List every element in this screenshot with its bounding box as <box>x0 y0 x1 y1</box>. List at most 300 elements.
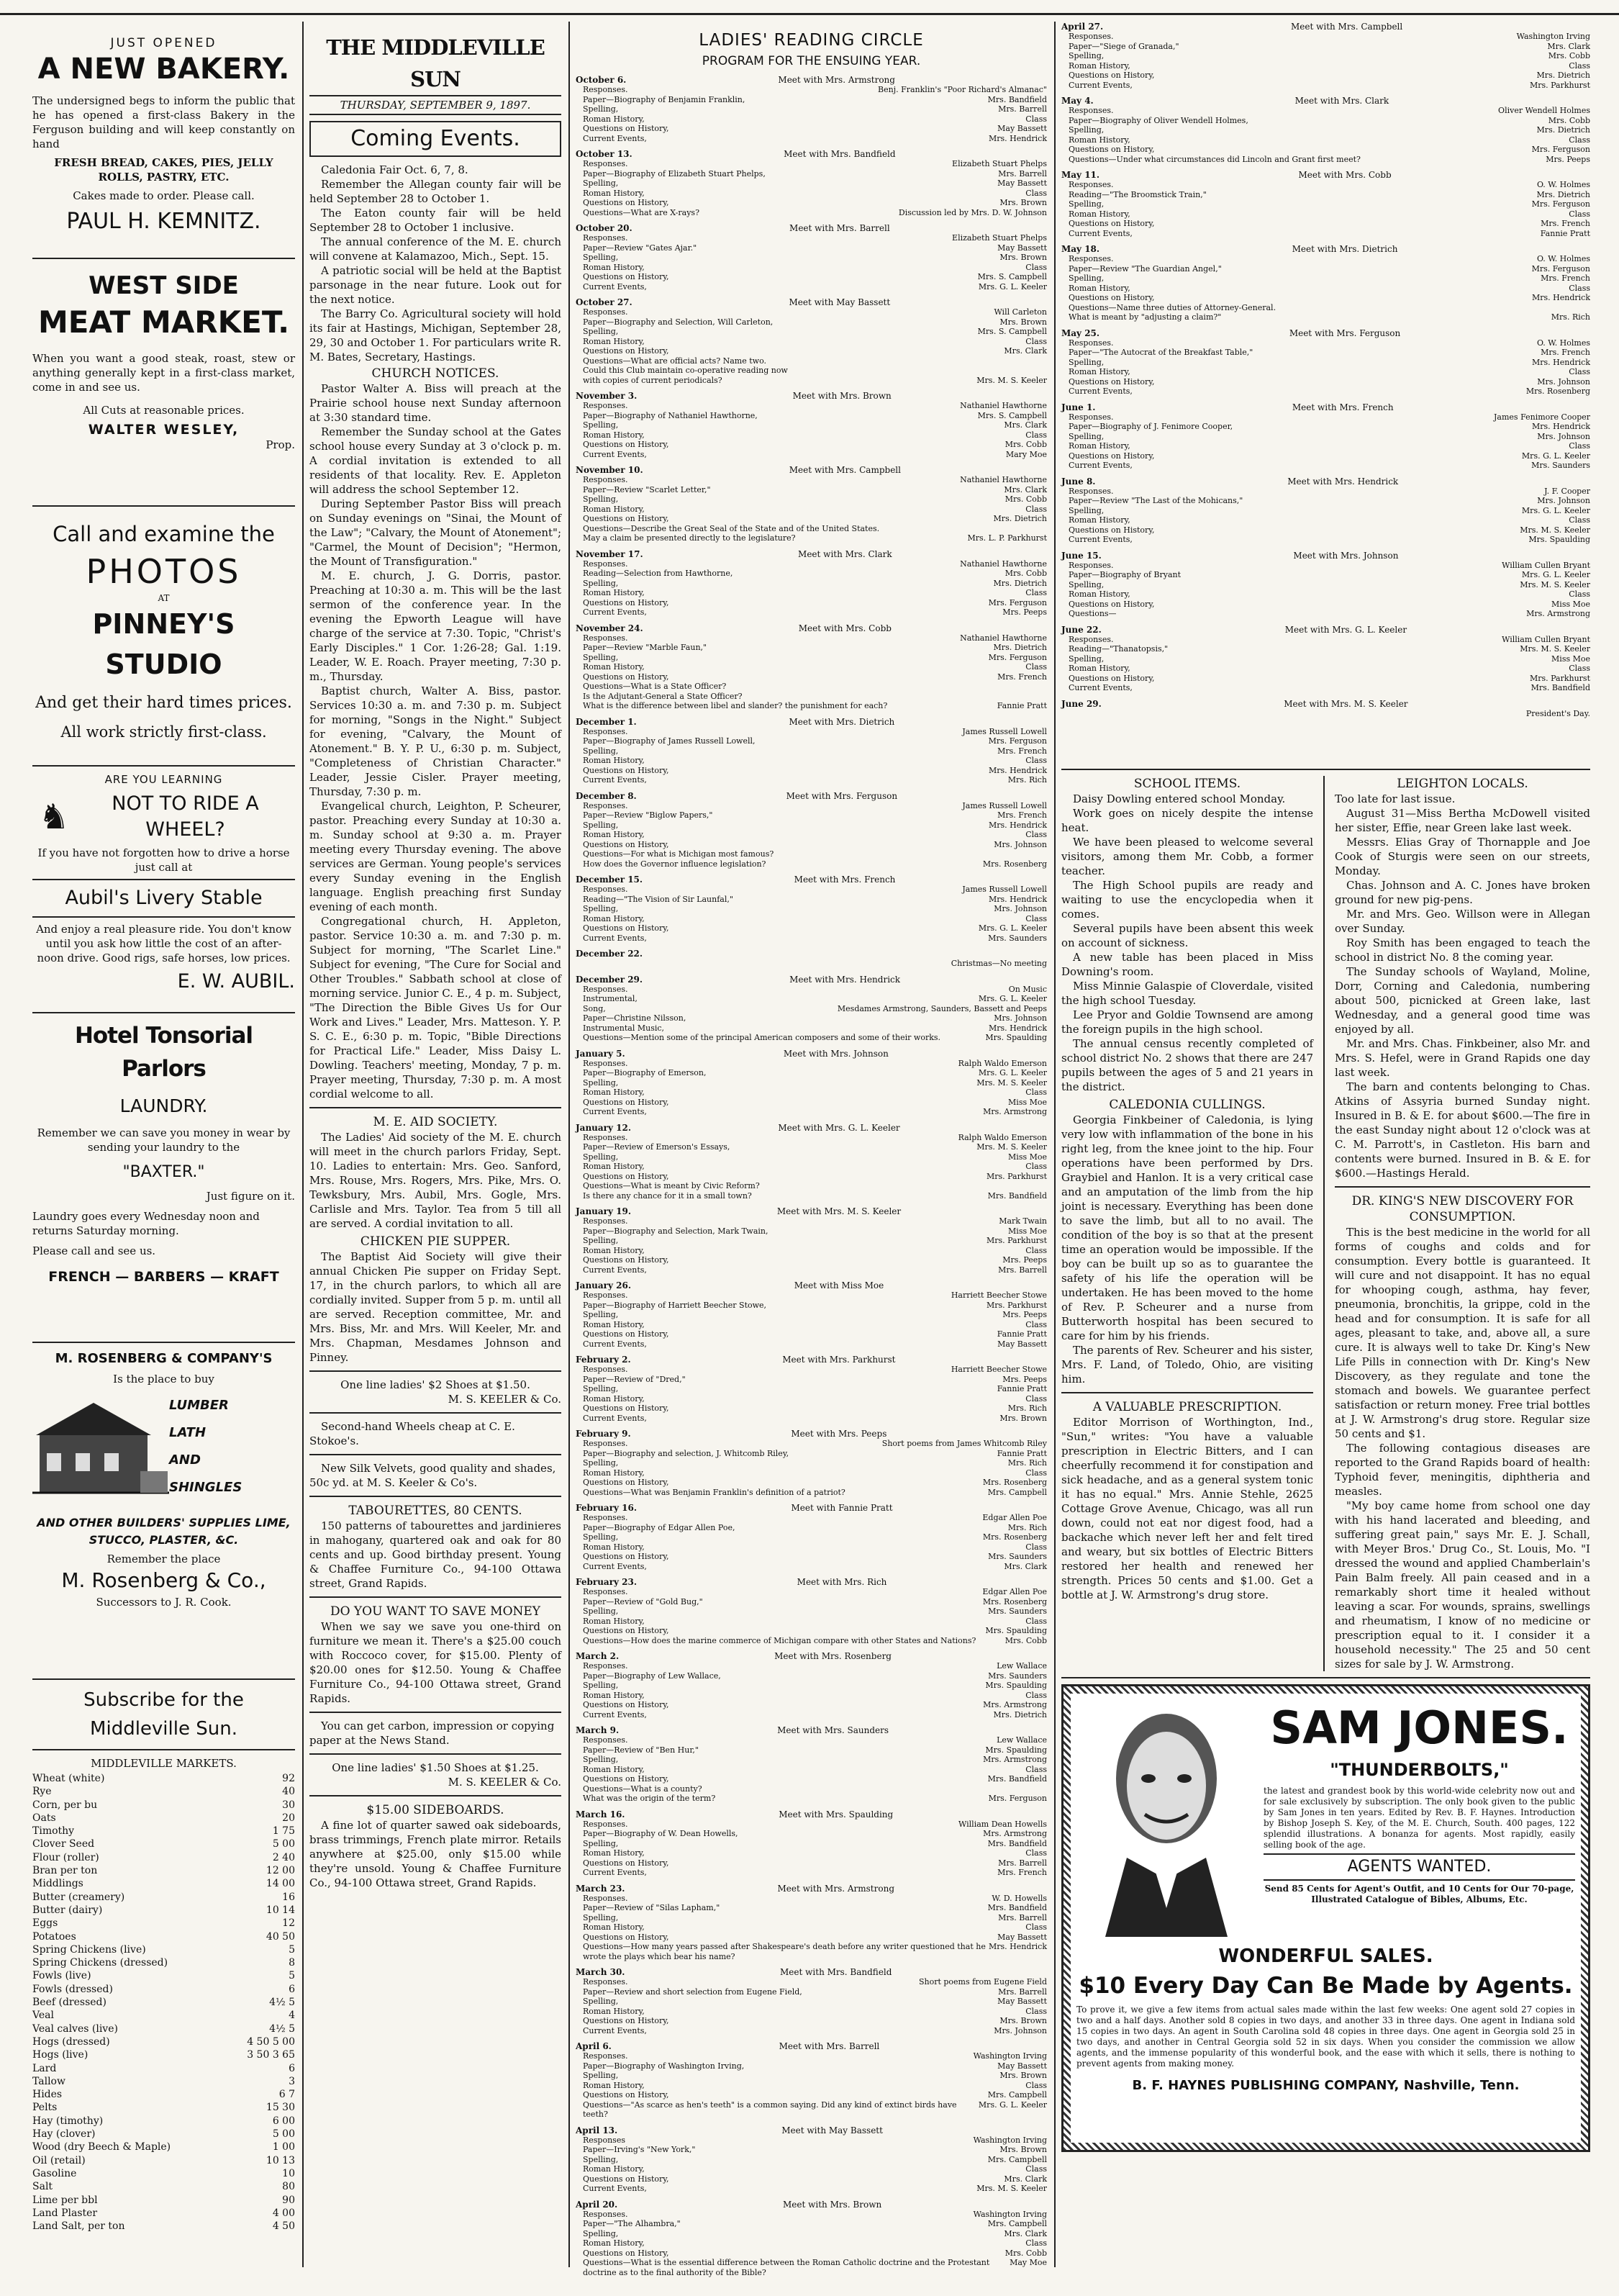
market-row <box>32 2048 295 2061</box>
meeting-header <box>576 1123 1047 1133</box>
program-item <box>576 633 1047 643</box>
program-item <box>576 95 1047 105</box>
meeting-host: Meet with Mrs. Bandfield <box>780 1967 892 1977</box>
program-item-label: Questions on History, <box>583 1932 669 1942</box>
tonsorial-title: Hotel Tonsorial Parlors <box>74 1023 253 1082</box>
program-item <box>576 766 1047 776</box>
program-item-label: Roman History, <box>583 1542 645 1552</box>
program-item-person: Class <box>1569 441 1590 451</box>
laundry-call: Please call and see us. <box>32 1244 156 1257</box>
program-item-person: Mrs. Parkhurst <box>986 1171 1047 1181</box>
program-item-label: Spelling, <box>1069 199 1105 209</box>
program-item-label: Questions—What is the essential difference between the Roman Catholic doctrine and the Protestant doctrine as to the final authority of the Bible? <box>583 2258 990 2277</box>
meeting-header <box>576 949 1047 959</box>
meeting-header <box>576 297 1047 307</box>
program-item-label: Responses. <box>583 984 628 994</box>
program-item-person: Benj. Franklin's "Poor Richard's Almanac" <box>878 85 1047 94</box>
program-item-label: Responses. <box>583 1291 628 1300</box>
meeting-date: April 20. <box>576 2199 618 2210</box>
market-item: Lard <box>32 2062 57 2074</box>
program-item-person: Edgar Allen Poe <box>982 1513 1047 1522</box>
program-item-label: Responses. <box>583 1735 628 1745</box>
program-item-person: J. F. Cooper <box>1544 486 1590 496</box>
news-paragraph: Remember the Allegan county fair will be held September 28 to October 1. <box>309 178 561 205</box>
program-item-label: Spelling, <box>583 420 619 430</box>
meeting-header <box>576 874 1047 885</box>
meeting-date: February 2. <box>576 1355 631 1365</box>
program-item <box>1061 274 1590 284</box>
program-item <box>576 1449 1047 1459</box>
program-item-person: Mrs. M. S. Keeler <box>976 1142 1047 1152</box>
program-item-label: Roman History, <box>583 1922 645 1932</box>
program-item-person: Class <box>1025 336 1047 346</box>
program-item <box>576 1301 1047 1311</box>
market-item: Veal <box>32 2010 54 2022</box>
program-item <box>576 2135 1047 2146</box>
program-item <box>576 746 1047 756</box>
program-item-person: Mrs. Parkhurst <box>986 1300 1047 1310</box>
program-item-label: Spelling, <box>1069 505 1105 515</box>
program-item <box>576 1532 1047 1542</box>
meat-body: When you want a good steak, roast, stew or anything generally kept in a first-class market, come in and see us. <box>32 352 295 394</box>
program-item-label: Questions—"As scarce as hen's teeth" is a common saying. Did any kind of extinct birds have teeth? <box>583 2100 957 2119</box>
program-item-person: Mrs. Clark <box>1547 41 1590 51</box>
meeting-date: March 23. <box>576 1883 625 1894</box>
program-item <box>576 2184 1047 2194</box>
market-price: 92 <box>282 1773 295 1784</box>
meeting-date: January 12. <box>576 1122 632 1133</box>
program-item <box>1061 589 1590 600</box>
program-item-person: Mrs. Campbell <box>987 2090 1047 2100</box>
pinneys-studio: PINNEY'S STUDIO <box>92 608 235 680</box>
program-item-person: James Russell Lowell <box>962 885 1047 894</box>
program-item-person: Short poems from James Whitcomb Riley <box>881 1439 1047 1448</box>
laundry-body: Remember we can save you money in wear by sending your laundry to the <box>37 1126 291 1154</box>
market-row <box>32 1956 295 1969</box>
program-item <box>1061 580 1590 590</box>
program-item-person: Class <box>1025 1764 1047 1774</box>
program-item <box>576 253 1047 263</box>
program-meeting <box>576 2041 1047 2120</box>
school-item: Several pupils have been absent this week on account of sickness. <box>1061 922 1314 949</box>
program-item-label: Paper—Irving's "New York," <box>583 2145 696 2154</box>
program-item <box>1061 600 1590 610</box>
program-item-label: Paper—Review "Marble Faun," <box>583 643 707 652</box>
program-item <box>576 701 1047 711</box>
program-item <box>576 1977 1047 1987</box>
program-item-label: Roman History, <box>583 913 645 923</box>
program-item-label: Questions on History, <box>1069 293 1155 302</box>
program-item-label: Roman History, <box>583 588 645 597</box>
market-price: 40 50 <box>266 1930 295 1943</box>
program-item-label: Questions on History, <box>583 514 669 523</box>
program-item-label: Responses. <box>1069 338 1114 348</box>
market-price: 4 50 <box>272 2220 295 2233</box>
program-item-person: Mrs. Armstrong <box>983 1700 1047 1709</box>
program-item-label: Responses. <box>1069 32 1114 41</box>
program-item <box>576 598 1047 608</box>
sales-proof: To prove it, we give a few items from actual sales made within the last few weeks: One agent sold 27 copies in two and a half days. Another sold 8 copies in two days, and another 33 in three days. One agent in Indiana sold 15 copies in two days. An agent in South Carolina sold 48 copies in three days. One agent in Georgia sold 25 in two days, and another in Central Georgia sold 52 in six days. When you consider the commission we allow agents, and the immense popularity of this wonderful book, and the ease with which it sells, there is nothing to prevent agents from making money. <box>1076 2005 1575 2069</box>
program-item-person: Mrs. Hendrick <box>1532 293 1590 302</box>
program-item-label: Current Events, <box>1069 80 1133 90</box>
program-item-label: Paper—Review and short selection from Eugene Field, <box>583 1987 802 1997</box>
program-item-label: Questions—What is a county? <box>583 1784 702 1794</box>
meeting-date: February 16. <box>576 1503 638 1513</box>
meeting-date: March 2. <box>576 1651 620 1661</box>
meeting-host: Meet with Mrs. M. S. Keeler <box>1284 698 1408 709</box>
program-item-label: Spelling, <box>583 2071 619 2080</box>
program-item-person: Mrs. Parkhurst <box>1529 673 1590 683</box>
program-item <box>576 1755 1047 1765</box>
program-item-label: Roman History, <box>1069 283 1130 293</box>
meeting-header <box>576 465 1047 475</box>
meeting-host: Meet with May Bassett <box>781 2125 883 2135</box>
program-item-label: Is the Adjutant-General a State Officer? <box>583 691 743 701</box>
market-item: Hay (timothy) <box>32 2115 104 2127</box>
program-item-label: Paper—Review "Scarlet Letter," <box>583 484 711 494</box>
market-price: 5 <box>289 1943 295 1956</box>
market-item: Pelts <box>32 2102 58 2114</box>
aid-society-body: The Ladies' Aid society of the M. E. church will meet in the church parlors Friday, Sept. 10. Ladies to entertain: Mrs. Geo. Sanford, Mrs. Rouse, Mrs. Rogers, Mrs. Pike, Mrs. O. Tewksbury, Mrs. Aubil, Mrs. Gogle, Mrs. Carlisle and Mrs. Taylor. Tea from 5 till all are served. A cordial invitation to all. <box>309 1131 561 1230</box>
program-item <box>1061 654 1590 664</box>
leighton-head: LEIGHTON LOCALS. <box>1397 777 1528 791</box>
program-item <box>576 775 1047 785</box>
program-item-label: Responses. <box>1069 560 1114 570</box>
program-item-person: Mrs. French <box>1541 348 1590 357</box>
program-item <box>1061 145 1590 155</box>
program-item <box>576 178 1047 189</box>
meeting-date: April 27. <box>1061 22 1104 32</box>
program-item-label: Responses. <box>583 1977 628 1987</box>
masthead: THE MIDDLEVILLE SUN <box>326 35 545 91</box>
program-item-label: May a claim be presented directly to the legislature? <box>583 533 796 543</box>
meeting-date: June 8. <box>1061 476 1096 487</box>
program-item-label: Responses. <box>583 1893 628 1903</box>
market-price: 4 50 5 00 <box>247 2035 295 2048</box>
program-item-label: Responses. <box>583 1661 628 1671</box>
program-item-label: Roman History, <box>583 2238 645 2248</box>
market-price: 4 00 <box>272 2207 295 2219</box>
program-item-person: May Bassett <box>997 1339 1047 1349</box>
meeting-host: Meet with Mrs. Campbell <box>789 465 901 475</box>
program-item <box>576 401 1047 411</box>
program-item-person: Mrs. Dietrich <box>993 643 1047 652</box>
program-item-person: Mrs. Saunders <box>988 933 1047 943</box>
program-item-person: Washington Irving <box>973 2209 1047 2219</box>
bakery-body: The undersigned begs to inform the public that he has opened a first-class Bakery in the Ferguson building and will keep constantly on hand <box>32 94 295 150</box>
program-item-label: Current Events, <box>583 1561 647 1571</box>
program-item-label: Current Events, <box>583 281 647 291</box>
program-item-person: James Russell Lowell <box>962 726 1047 736</box>
market-item: Beef (dressed) <box>32 1997 106 2009</box>
program-item <box>576 1681 1047 1691</box>
program-item-person: Mrs. M. S. Keeler <box>976 1077 1047 1088</box>
program-item <box>576 1636 1047 1646</box>
program-item-label: Roman History, <box>583 1162 645 1171</box>
meeting-host: Meet with Mrs. Bandfield <box>784 149 896 159</box>
meeting-host: Meet with Mrs. M. S. Keeler <box>776 1206 902 1216</box>
program-item-person: Mrs. Parkhurst <box>986 1236 1047 1245</box>
program-item <box>576 1784 1047 1794</box>
photos-line-1: Call and examine the <box>53 522 275 546</box>
rosenberg-remember: Remember the place <box>106 1552 221 1565</box>
kings-paragraph: This is the best medicine in the world for all forms of coughs and colds and for consumption. Every bottle is guaranteed. It will cure and not disappoint. It has no equal for whooping cough, asthma, hay fever, pneumonia, bronchitis, la grippe, cold in the head and for consumption. It is safe for all ages, pleasant to take, and, above all, a sure cure. It is always well to take Dr. King's New Life Pills in connection with Dr. King's New Discovery, as they regulate and tone the stomach and bowels. We guarantee perfect satisfaction or return money. Free trial bottles at J. W. Armstrong's drug store. Regular size 50 cents and $1. <box>1335 1226 1590 1440</box>
program-item-person: Mrs. Peeps <box>1002 607 1047 617</box>
program-item-label: Instrumental Music, <box>583 1023 665 1033</box>
program-item <box>576 533 1047 543</box>
market-item: Hides <box>32 2089 63 2101</box>
wonderful-sales: WONDERFUL SALES. <box>1218 1945 1433 1967</box>
program-item-label: Paper—Review of "Ben Hur," <box>583 1745 699 1755</box>
program-item <box>576 643 1047 653</box>
program-item-label: Spelling, <box>1069 431 1105 441</box>
program-item <box>576 1513 1047 1523</box>
market-item: Fowls (live) <box>32 1970 91 1982</box>
program-item-label: Responses. <box>583 885 628 894</box>
market-price: 6 <box>289 1983 295 1995</box>
program-item <box>576 672 1047 682</box>
program-item <box>576 1365 1047 1375</box>
program-item-label: Responses. <box>583 1513 628 1522</box>
program-item <box>1061 293 1590 303</box>
program-item <box>1061 674 1590 684</box>
program-item-label: Roman History, <box>583 662 645 672</box>
market-row <box>32 2207 295 2220</box>
program-item-person: Class <box>1569 589 1590 599</box>
program-item <box>576 559 1047 569</box>
program-item <box>576 1162 1047 1172</box>
market-price: 90 <box>282 2194 295 2206</box>
program-item-label: Paper—Biography of Oliver Wendell Holmes, <box>1069 115 1248 125</box>
market-price: 1 00 <box>272 2141 295 2153</box>
meeting-date: February 9. <box>576 1429 631 1439</box>
program-item-person: Mrs. Brown <box>999 198 1047 207</box>
program-item <box>576 159 1047 169</box>
program-item-person: Class <box>1025 1922 1047 1932</box>
program-item <box>576 1848 1047 1858</box>
program-item-person: Mrs. Ferguson <box>1531 263 1590 274</box>
program-item <box>576 2219 1047 2229</box>
program-item <box>1061 487 1590 497</box>
program-item-label: Questions on History, <box>1069 376 1155 387</box>
program-item <box>1061 451 1590 461</box>
program-item-person: Washington Irving <box>1516 32 1590 41</box>
program-list-2 <box>1061 22 1590 763</box>
program-item-person: Mrs. Dietrich <box>993 1709 1047 1719</box>
program-item-label: Paper—Biography of Bryant <box>1069 570 1182 579</box>
program-item <box>1061 254 1590 264</box>
subscribe-notice: Subscribe for the Middleville Sun. <box>83 1689 244 1740</box>
program-item-person: Mrs. Johnson <box>1537 496 1590 505</box>
sideboards-body: A fine lot of quarter sawed oak sideboards, brass trimmings, French plate mirror. Retails anywhere at $25.00, only $15.00 while they're unsold. Young & Chaffee Furniture Co., 94-100 Ottawa street, Grand Rapids. <box>309 1819 561 1889</box>
program-item-person: Fannie Pratt <box>997 1384 1047 1393</box>
program-item <box>576 1597 1047 1607</box>
program-item <box>576 934 1047 944</box>
program-item-person: Mrs. Cobb <box>1004 494 1047 504</box>
school-item: The annual census recently completed of school district No. 2 shows that there are 247 pupils between the ages of 5 and 21 years in the district. <box>1061 1037 1314 1093</box>
program-item-person: William Dean Howells <box>958 1819 1047 1829</box>
program-item <box>576 1671 1047 1681</box>
program-item-person: Mrs. Johnson <box>994 1013 1047 1023</box>
program-item <box>1061 81 1590 91</box>
program-item-label: Questions on History, <box>583 1478 669 1487</box>
program-item-person: Mrs. Hendrick <box>989 1942 1047 1951</box>
laundry-baxter: "BAXTER." <box>122 1163 205 1181</box>
program-item-person: Class <box>1025 1319 1047 1329</box>
leighton-item: The barn and contents belonging to Chas. Atkins of Assyria burned Sunday night. Insured in B. & E. for about $600.—The fire in the east Sunday night about 12 o'clock was at C. M. Parrott's, in Castleton. His barn and contents were burned. Insured in B. & E. for $600.—Hastings Herald. <box>1335 1080 1590 1180</box>
program-item-label: Roman History, <box>1069 664 1130 673</box>
program-item-label: Questions on History, <box>1069 525 1155 535</box>
program-item-person: Mrs. Hendrick <box>989 765 1047 775</box>
program-item-label: Paper—"The Alhambra," <box>583 2219 681 2228</box>
program-item <box>576 736 1047 746</box>
program-item-label: Responses. <box>583 2209 628 2219</box>
shoes-ad-by: M. S. KEELER & Co. <box>448 1393 561 1406</box>
program-item-label: Questions on History, <box>583 1700 669 1709</box>
program-item-person: President's Day. <box>1525 708 1590 718</box>
program-item-person: Mrs. Rosenberg <box>982 1596 1047 1606</box>
tabourettes-head: TABOURETTES, 80 CENTS. <box>348 1504 522 1518</box>
photos-at: AT <box>158 593 170 603</box>
market-price: 6 <box>289 2062 295 2074</box>
school-item: The High School pupils are ready and waiting to use the encyclopedia when it comes. <box>1061 879 1314 921</box>
meeting-host: Meet with Mrs. Hendrick <box>789 974 901 985</box>
rosenberg-place: Is the place to buy <box>113 1373 214 1386</box>
rosenberg-name: M. Rosenberg & Co., <box>61 1568 266 1592</box>
program-item-label: Spelling, <box>583 1997 619 2006</box>
program-item-person: Mrs. Rosenberg <box>982 1478 1047 1487</box>
program-item-label: Spelling, <box>583 253 619 262</box>
program-item-label: Questions—For what is Michigan most famous? <box>583 849 774 859</box>
program-item <box>576 1004 1047 1014</box>
program-item <box>576 692 1047 702</box>
leighton-item: Chas. Johnson and A. C. Jones have broken ground for new pig-pens. <box>1335 879 1590 906</box>
program-item-label: Responses. <box>583 1058 628 1068</box>
photos-line-4: All work strictly first-class. <box>60 723 267 741</box>
program-item <box>576 1478 1047 1488</box>
program-item-label: Paper—"The Autocrat of the Breakfast Table," <box>1069 348 1253 357</box>
agents-wanted: AGENTS WANTED. <box>1264 1853 1575 1881</box>
caledonia-item: The parents of Rev. Scheurer and his sister, Mrs. F. Land, of Toledo, Ohio, are visiting him. <box>1061 1344 1314 1386</box>
program-item <box>576 1488 1047 1498</box>
program-item-label: Roman History, <box>583 1393 645 1404</box>
program-item-label: Roman History, <box>583 2006 645 2016</box>
market-row <box>32 1838 295 1850</box>
program-item-person: Mrs. Dietrich <box>1536 189 1590 199</box>
meeting-header <box>1061 328 1590 338</box>
goods-lumber: LUMBER <box>169 1398 229 1413</box>
program-item-person: Oliver Wendell Holmes <box>1498 106 1590 115</box>
leighton-item: The Sunday schools of Wayland, Moline, Dorr, Corning and Caledonia, numbering about 500, picnicked at Green lake, last Wednesday, and a general good time was enjoyed by all. <box>1335 965 1590 1036</box>
program-item-label: Questions on History, <box>583 923 669 933</box>
program-item <box>576 1226 1047 1237</box>
market-row <box>32 1891 295 1904</box>
program-item-label: Roman History, <box>583 188 645 198</box>
program-item <box>576 1587 1047 1597</box>
program-item <box>576 1626 1047 1636</box>
program-item <box>576 272 1047 282</box>
program-title: LADIES' READING CIRCLE <box>699 31 924 50</box>
program-item <box>576 1172 1047 1182</box>
meeting-host: Meet with Mrs. Dietrich <box>1292 244 1398 254</box>
program-item <box>576 1246 1047 1256</box>
program-item-person: Mrs. Brown <box>999 2016 1047 2025</box>
program-item-person: Mrs. Rich <box>1551 312 1590 322</box>
program-item-label: Responses. <box>583 1819 628 1829</box>
meeting-host: Meet with Mrs. Johnson <box>783 1048 889 1059</box>
program-meeting <box>1061 96 1590 164</box>
program-item <box>576 727 1047 737</box>
program-item-label: Responses. <box>583 2051 628 2061</box>
sam-jones-desc: the latest and grandest book by this world-wide celebrity now out and for sale exclusively by subscription. The only book given to the public by Sam Jones in ten years. Edited by Rev. B. F. Haynes. Introduction by Bishop Joseph S. Key, of the M. E. Church, South. 400 pages, 122 splendid illustrations. A bonanza for agents. Most rapidly, easily selling book of the age. <box>1264 1786 1575 1850</box>
market-item: Rye <box>32 1786 52 1798</box>
market-price: 5 00 <box>272 1838 295 1850</box>
meeting-header <box>576 1355 1047 1365</box>
program-item-person: Ralph Waldo Emerson <box>958 1058 1047 1068</box>
meeting-header <box>1061 22 1590 32</box>
program-item-person: Class <box>1025 662 1047 672</box>
program-item-label: Questions on History, <box>583 1329 669 1339</box>
meeting-date: March 9. <box>576 1725 620 1735</box>
program-item-person: Mrs. French <box>1541 274 1590 283</box>
program-item-label: Spelling, <box>583 904 619 913</box>
program-item-person: Mrs. Barrell <box>998 1858 1047 1868</box>
market-price: 5 00 <box>272 2128 295 2141</box>
program-item-person: Mrs. Peeps <box>1002 1310 1047 1319</box>
program-item-label: Roman History, <box>583 1245 645 1255</box>
program-meeting <box>576 1577 1047 1645</box>
program-item-label: Current Events, <box>1069 535 1133 544</box>
program-item-label: Paper—Biography and Selection, Mark Twain, <box>583 1226 768 1236</box>
program-item-label: Responses. <box>583 475 628 484</box>
market-row <box>32 1877 295 1890</box>
program-meeting <box>576 1280 1047 1349</box>
program-item-person: Mrs. Cobb <box>1004 2248 1047 2258</box>
meeting-date: March 30. <box>576 1967 625 1977</box>
program-item-label: Roman History, <box>583 2080 645 2090</box>
program-item-person: Mrs. Rich <box>1007 775 1047 785</box>
program-meeting <box>1061 170 1590 238</box>
program-item <box>576 849 1047 859</box>
program-item <box>576 830 1047 840</box>
program-item <box>576 494 1047 505</box>
market-price: 12 00 <box>266 1865 295 1877</box>
program-item-person: Mrs. G. L. Keeler <box>978 1068 1047 1077</box>
program-item-person: Miss Moe <box>1551 654 1590 664</box>
program-item-person: Mrs. Saunders <box>988 1671 1047 1681</box>
program-item-label: Responses. <box>583 1439 628 1448</box>
program-item-person: Mrs. Hendrick <box>989 133 1047 143</box>
program-item-label: Questions on History, <box>583 597 669 607</box>
program-item-person: Class <box>1025 114 1047 124</box>
program-item <box>576 1913 1047 1923</box>
program-item-label: Questions on History, <box>583 672 669 682</box>
program-item-label: Paper—Review "The Last of the Mohicans," <box>1069 496 1243 505</box>
program-item-label: Spelling, <box>1069 274 1105 283</box>
thunderbolts: "THUNDERBOLTS," <box>1330 1760 1509 1780</box>
program-item <box>576 1903 1047 1913</box>
meeting-host: Meet with Mrs. French <box>794 874 896 885</box>
caledonia-head: CALEDONIA CULLINGS. <box>1109 1098 1266 1112</box>
program-meeting <box>576 1206 1047 1275</box>
program-item <box>576 1858 1047 1868</box>
market-price: 4½ 5 <box>269 2022 295 2035</box>
carbon-paper-ad: You can get carbon, impression or copying paper at the News Stand. <box>309 1719 555 1747</box>
program-item-label: What is meant by "adjusting a claim?" <box>1069 312 1222 322</box>
bakery-goods: FRESH BREAD, CAKES, PIES, JELLY ROLLS, PASTRY, ETC. <box>54 156 273 184</box>
leighton-late: Too late for last issue. <box>1335 792 1456 805</box>
program-item-label: Current Events, <box>583 133 647 143</box>
